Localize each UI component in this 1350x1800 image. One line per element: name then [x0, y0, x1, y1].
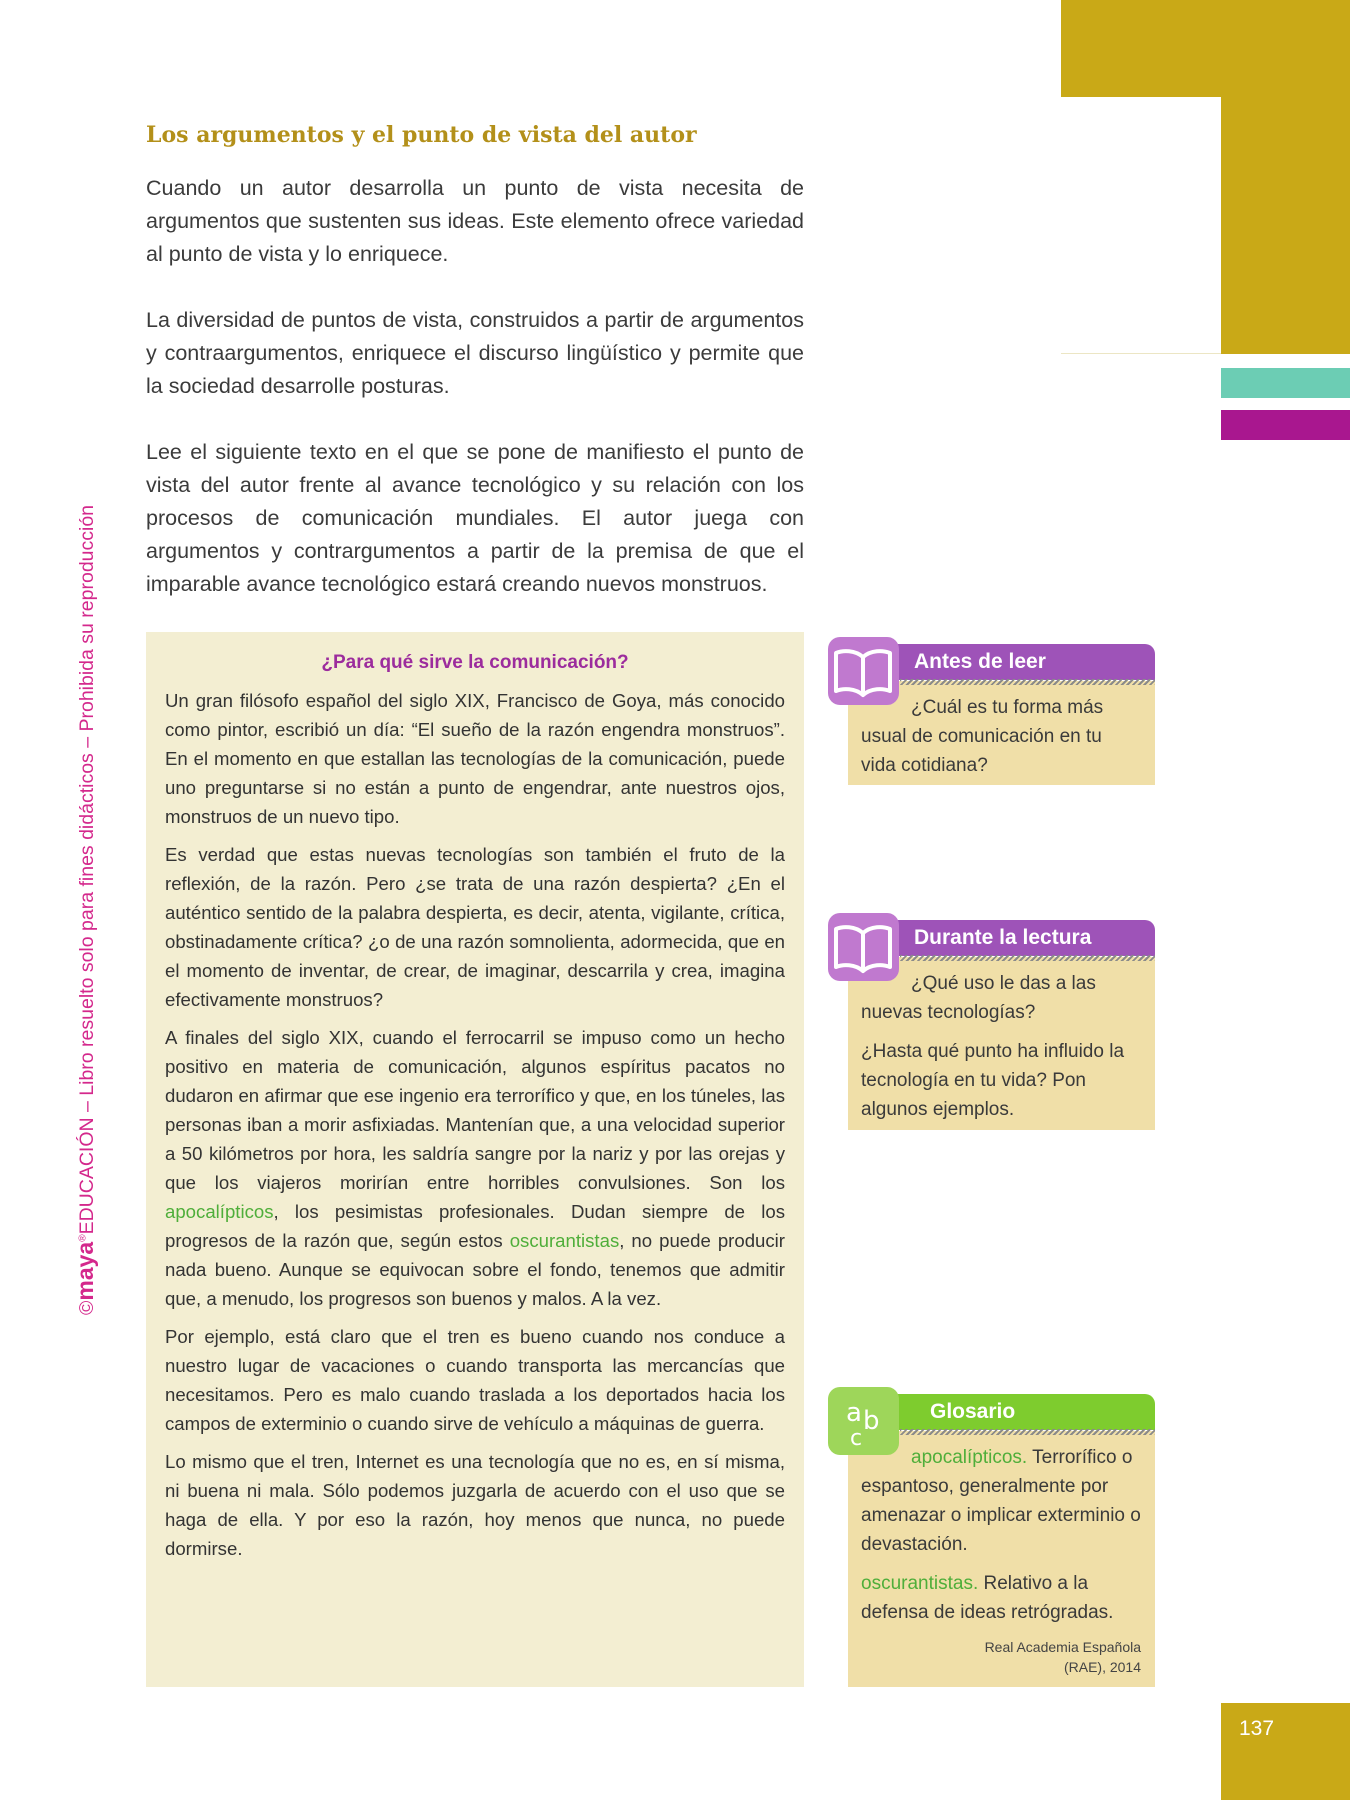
intro-paragraph: Cuando un autor desarrolla un punto de vista necesita de argumentos que sustenten sus ideas. Este elemento ofrece variedad al punto de vista y lo enriquece. — [146, 176, 804, 266]
intro-text — [146, 172, 804, 634]
section-title: Los argumentos y el punto de vista del autor — [146, 122, 697, 148]
side-band — [1221, 97, 1350, 354]
during-reading-header: Durante la lectura — [848, 920, 1155, 956]
page-number: 137 — [1239, 1717, 1275, 1740]
svg-text:c: c — [850, 1426, 863, 1451]
glossary-reference: Real Academia Española (RAE), 2014 — [984, 1639, 1141, 1675]
magenta-tab — [1221, 410, 1350, 440]
svg-text:a: a — [846, 1398, 862, 1428]
reading-paragraph: Un gran filósofo español del siglo XIX, Francisco de Goya, más conocido como pintor, escribió un día: “El sueño de la razón engendra monstruos”. En el momento en que estallan las tecnologías de la comunicación, puede uno preguntarse si no están a punto de engendrar, ante nuestros ojos, monstruos de un nuevo tipo. — [165, 690, 785, 827]
page-number-box — [1221, 1703, 1350, 1800]
glossary-link-oscurantistas: oscurantistas — [509, 1230, 620, 1251]
glossary-link-apocalipticos: apocalípticos — [165, 1201, 274, 1222]
divider-line — [1061, 353, 1221, 354]
reading-paragraph: Es verdad que estas nuevas tecnologías son también el fruto de la reflexión, de la razón. Pero ¿se trata de una razón despierta? ¿En el auténtico sentido de la palabra despierta, es decir, atenta, vigilante, crítica, obstinadamente crítica? ¿o de una razón somnolienta, adormecida, que en el momento de inventar, de crear, de imaginar, descarrila y crea, imagina efectivamente monstruos? — [165, 844, 785, 1010]
open-book-icon — [828, 637, 899, 705]
glossary-entry-oscurantistas: oscurantistas. Relativo a la defensa de ideas retrógradas. — [861, 1573, 1114, 1623]
reading-paragraph: A finales del siglo XIX, cuando el ferrocarril se impuso como un hecho positivo en materia de comunicación, algunos espíritus pacatos no dudaron en afirmar que ese ingenio era terrorífico y que, en los túneles, las personas iban a morir asfixiadas. Mantenían que, a una velocidad superior a 50 kilómetros por hora, les saldría sangre por la nariz y por las orejas y que los viajeros morirían entre horribles convulsiones. Son los apocalípticos, los pesimistas profesionales. Dudan siempre de los progresos de la razón que, según estos oscurantistas, no puede producir nada bueno. Aunque se equivocan sobre el fondo, tenemos que admitir que, a menudo, los progresos son buenos y malos. A la vez. — [165, 1027, 785, 1309]
intro-paragraph: La diversidad de puntos de vista, construidos a partir de argumentos y contraargumentos, enriquece el discurso lingüístico y permite que la sociedad desarrolle posturas. — [146, 308, 804, 398]
reading-paragraph: Por ejemplo, está claro que el tren es bueno cuando nos conduce a nuestro lugar de vacaciones o cuando transporta las mercancías que necesitamos. Pero es malo cuando traslada a los deportados hacia los campos de exterminio o cuando sirve de vehículo a máquinas de guerra. — [165, 1326, 785, 1434]
reading-title: ¿Para qué sirve la comunicación? — [321, 652, 629, 673]
abc-letters-icon — [828, 1387, 899, 1455]
before-reading-question: ¿Cuál es tu forma más usual de comunicación en tu vida cotidiana? — [861, 697, 1104, 776]
open-book-icon — [828, 913, 899, 981]
reading-paragraph: Lo mismo que el tren, Internet es una tecnología que no es, en sí misma, ni buena ni mala. Sólo podemos juzgarla de acuerdo con el uso que se haga de ella. Y por eso la razón, hoy menos que nunca, no puede dormirse. — [165, 1451, 785, 1559]
before-reading-box — [848, 650, 1155, 785]
during-reading-question-2: ¿Hasta qué punto ha influido la tecnología en tu vida? Pon algunos ejemplos. — [861, 1041, 1125, 1120]
intro-paragraph: Lee el siguiente texto en el que se pone de manifiesto el punto de vista del autor frente al avance tecnológico y su relación con los procesos de comunicación mundiales. El autor juega con argumentos y contrargumentos a partir de la premisa de que el imparable avance tecnológico estará creando nuevos monstruos. — [146, 440, 804, 596]
reading-box — [146, 632, 804, 1687]
during-reading-box — [848, 926, 1155, 1130]
corner-band — [1061, 0, 1350, 97]
teal-tab — [1221, 368, 1350, 398]
before-reading-header: Antes de leer — [848, 644, 1155, 680]
svg-text:b: b — [863, 1406, 880, 1436]
copyright-notice: ©maya®EDUCACIÓN – Libro resuelto solo para fines didácticos – Prohibida su reproducción — [72, 504, 98, 1315]
glossary-box — [846, 1398, 1155, 1687]
glossary-entry-apocalipticos: apocalípticos. Terrorífico o espantoso, generalmente por amenazar o implicar exterminio o devastación. — [861, 1447, 1141, 1555]
during-reading-question-1: ¿Qué uso le das a las nuevas tecnologías? — [861, 973, 1096, 1023]
glossary-header: Glosario — [848, 1394, 1155, 1430]
